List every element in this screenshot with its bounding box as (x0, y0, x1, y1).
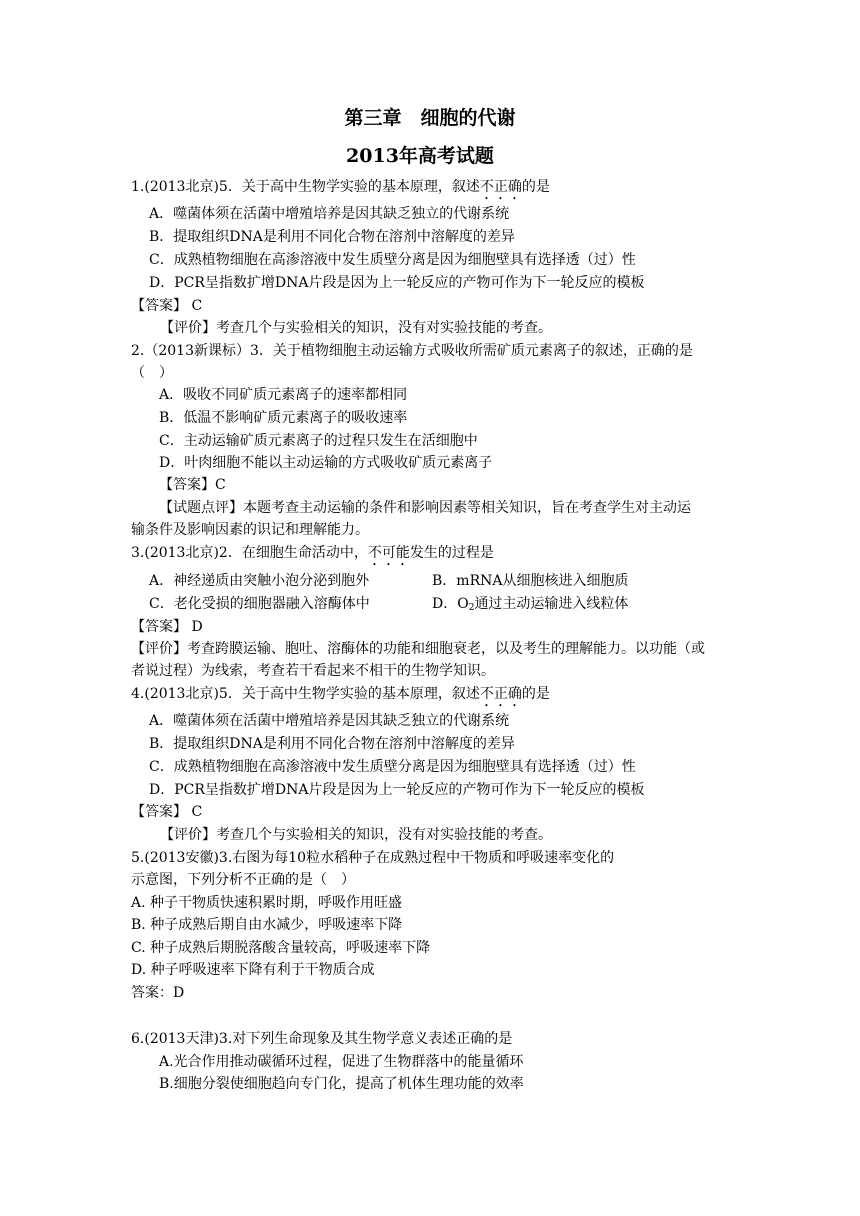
q5-option-d: D. 种子呼吸速率下降有利于干物质合成 (131, 962, 375, 978)
q4-stem: 4.(2013北京)5．关于高中生物学实验的基本原理，叙述不正确的是 (131, 686, 550, 702)
q3-option-c: C．老化受损的细胞器融入溶酶体中 (149, 596, 370, 612)
q5-answer: 答案：D (131, 985, 185, 1001)
q3-comment-line1: 【评价】考查跨膜运输、胞吐、溶酶体的功能和细胞衰老，以及考生的理解能力。以功能（或 (131, 641, 705, 657)
q2-option-a: A．吸收不同矿质元素离子的速率都相同 (159, 387, 408, 403)
q1-stem: 1.(2013北京)5．关于高中生物学实验的基本原理，叙述不正确的是 (131, 179, 550, 195)
q3-comment-line2: 者说过程）为线索，考查若干看起来不相干的生物学知识。 (131, 663, 495, 679)
q1-option-a: A．噬菌体须在活菌中增殖培养是因其缺乏独立的代谢系统 (149, 206, 510, 222)
q2-comment-line1: 【试题点评】本题考查主动运输的条件和影响因素等相关知识，旨在考查学生对主动运 (159, 500, 691, 516)
q1-option-b: B．提取组织DNA是利用不同化合物在溶剂中溶解度的差异 (149, 229, 515, 245)
q4-option-a: A．噬菌体须在活菌中增殖培养是因其缺乏独立的代谢系统 (149, 713, 510, 729)
q5-option-b: B. 种子成熟后期自由水减少，呼吸速率下降 (131, 917, 403, 933)
q4-option-c: C．成熟植物细胞在高渗溶液中发生质壁分离是因为细胞壁具有选择透（过）性 (149, 759, 636, 775)
q6-option-b: B.细胞分裂使细胞趋向专门化，提高了机体生理功能的效率 (159, 1076, 524, 1092)
q2-option-d: D．叶肉细胞不能以主动运输的方式吸收矿质元素离子 (159, 455, 493, 471)
q1-comment: 【评价】考查几个与实验相关的知识，没有对实验技能的考查。 (160, 320, 552, 336)
q3-option-b: B．mRNA从细胞核进入细胞质 (432, 573, 629, 589)
q5-option-c: C. 种子成熟后期脱落酸含量较高，呼吸速率下降 (131, 940, 431, 956)
q6-stem: 6.(2013天津)3.对下列生命现象及其生物学意义表述正确的是 (131, 1031, 513, 1047)
q3-stem: 3.(2013北京)2．在细胞生命活动中，不可能发生的过程是 (131, 545, 494, 561)
q5-stem-line2: 示意图，下列分析不正确的是（ ） (131, 872, 355, 888)
chapter-title: 第三章 细胞的代谢 (344, 107, 516, 129)
q3-option-a: A．神经递质由突触小泡分泌到胞外 (149, 573, 370, 589)
q5-stem-line1: 5.(2013安徽)3.右图为每10粒水稻种子在成熟过程中干物质和呼吸速率变化的 (131, 850, 615, 866)
q4-comment: 【评价】考查几个与实验相关的知识，没有对实验技能的考查。 (160, 827, 552, 843)
q4-answer: 【答案】 C (131, 804, 203, 820)
q6-option-a: A.光合作用推动碳循环过程，促进了生物群落中的能量循环 (159, 1054, 524, 1070)
q4-option-d: D．PCR呈指数扩增DNA片段是因为上一轮反应的产物可作为下一轮反应的模板 (149, 782, 645, 798)
q2-option-b: B．低温不影响矿质元素离子的吸收速率 (159, 410, 408, 426)
q4-option-b: B．提取组织DNA是利用不同化合物在溶剂中溶解度的差异 (149, 736, 515, 752)
q2-comment-line2: 输条件及影响因素的识记和理解能力。 (131, 522, 369, 538)
q2-answer: 【答案】C (159, 477, 226, 493)
q3-answer: 【答案】 D (131, 619, 203, 635)
q2-option-c: C．主动运输矿质元素离子的过程只发生在活细胞中 (159, 433, 478, 449)
q1-option-d: D．PCR呈指数扩增DNA片段是因为上一轮反应的产物可作为下一轮反应的模板 (149, 275, 645, 291)
section-title: 2013年高考试题 (346, 145, 494, 167)
q2-stem: 2.（2013新课标）3．关于植物细胞主动运输方式吸收所需矿质元素离子的叙述，正确的是 (131, 343, 693, 359)
q2-stem-blank: （ ） (131, 365, 173, 381)
q1-answer: 【答案】 C (131, 298, 203, 314)
q3-option-d: D．$O_2$通过主动运输进入线粒体 (432, 596, 629, 613)
q5-option-a: A. 种子干物质快速积累时期，呼吸作用旺盛 (131, 895, 403, 911)
q1-option-c: C．成熟植物细胞在高渗溶液中发生质壁分离是因为细胞壁具有选择透（过）性 (149, 252, 636, 268)
